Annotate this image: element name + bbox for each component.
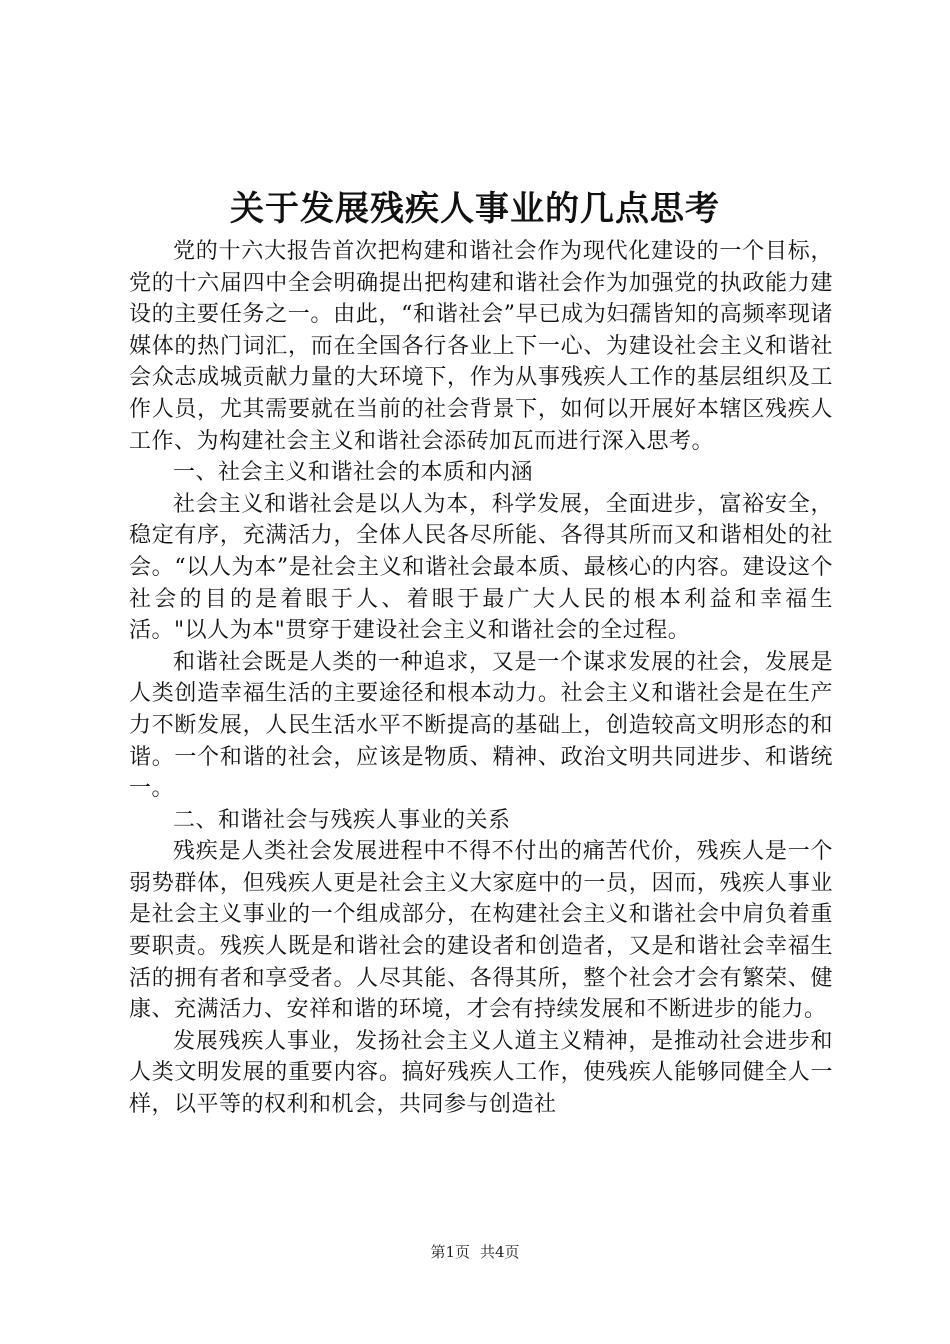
document-body	[129, 236, 833, 1121]
paragraph-develop-cause: 发展残疾人事业，发扬社会主义人道主义精神，是推动社会进步和人类文明发展的重要内容。搞好残疾人工作，使残疾人能够同健全人一样，以平等的权利和机会，共同参与创造社	[129, 1028, 833, 1118]
page-number: 第1页	[430, 1243, 470, 1261]
page-total: 共4页	[480, 1243, 520, 1261]
paragraph-development: 和谐社会既是人类的一种追求，又是一个谋求发展的社会，发展是人类创造幸福生活的主要途径和根本动力。社会主义和谐社会是在生产力不断发展，人民生活水平不断提高的基础上，创造较高文明形态的和谐。一个和谐的社会，应该是物质、精神、政治文明共同进步、和谐统一。	[129, 649, 833, 802]
section-heading-2: 二、和谐社会与残疾人事业的关系	[173, 807, 511, 833]
paragraph-essence: 社会主义和谐社会是以人为本，科学发展，全面进步，富裕安全，稳定有序，充满活力，全体人民各尽所能、各得其所而又和谐相处的社会。“以人为本”是社会主义和谐社会最本质、最核心的内容。建设这个社会的目的是着眼于人、着眼于最广大人民的根本利益和幸福生活。"以人为本"贯穿于建设社会主义和谐社会的全过程。	[129, 491, 833, 644]
document-title: 关于发展残疾人事业的几点思考	[230, 189, 720, 229]
section-heading-1: 一、社会主义和谐社会的本质和内涵	[173, 460, 534, 486]
page-footer	[0, 1242, 950, 1262]
paragraph-intro: 党的十六大报告首次把构建和谐社会作为现代化建设的一个目标，党的十六届四中全会明确提出把构建和谐社会作为加强党的执政能力建设的主要任务之一。由此，“和谐社会”早已成为妇孺皆知的高频率现诸媒体的热门词汇，而在全国各行各业上下一心、为建设社会主义和谐社会众志成城贡献力量的大环境下，作为从事残疾人工作的基层组织及工作人员，尤其需要就在当前的社会背景下，如何以开展好本辖区残疾人工作、为构建社会主义和谐社会添砖加瓦而进行深入思考。	[129, 239, 833, 454]
paragraph-disability-relation: 残疾是人类社会发展进程中不得不付出的痛苦代价，残疾人是一个弱势群体，但残疾人更是社会主义大家庭中的一员，因而，残疾人事业是社会主义事业的一个组成部分，在构建社会主义和谐社会中肩负着重要职责。残疾人既是和谐社会的建设者和创造者，又是和谐社会幸福生活的拥有者和享受者。人尽其能、各得其所，整个社会才会有繁荣、健康、充满活力、安祥和谐的环境，才会有持续发展和不断进步的能力。	[129, 839, 833, 1023]
